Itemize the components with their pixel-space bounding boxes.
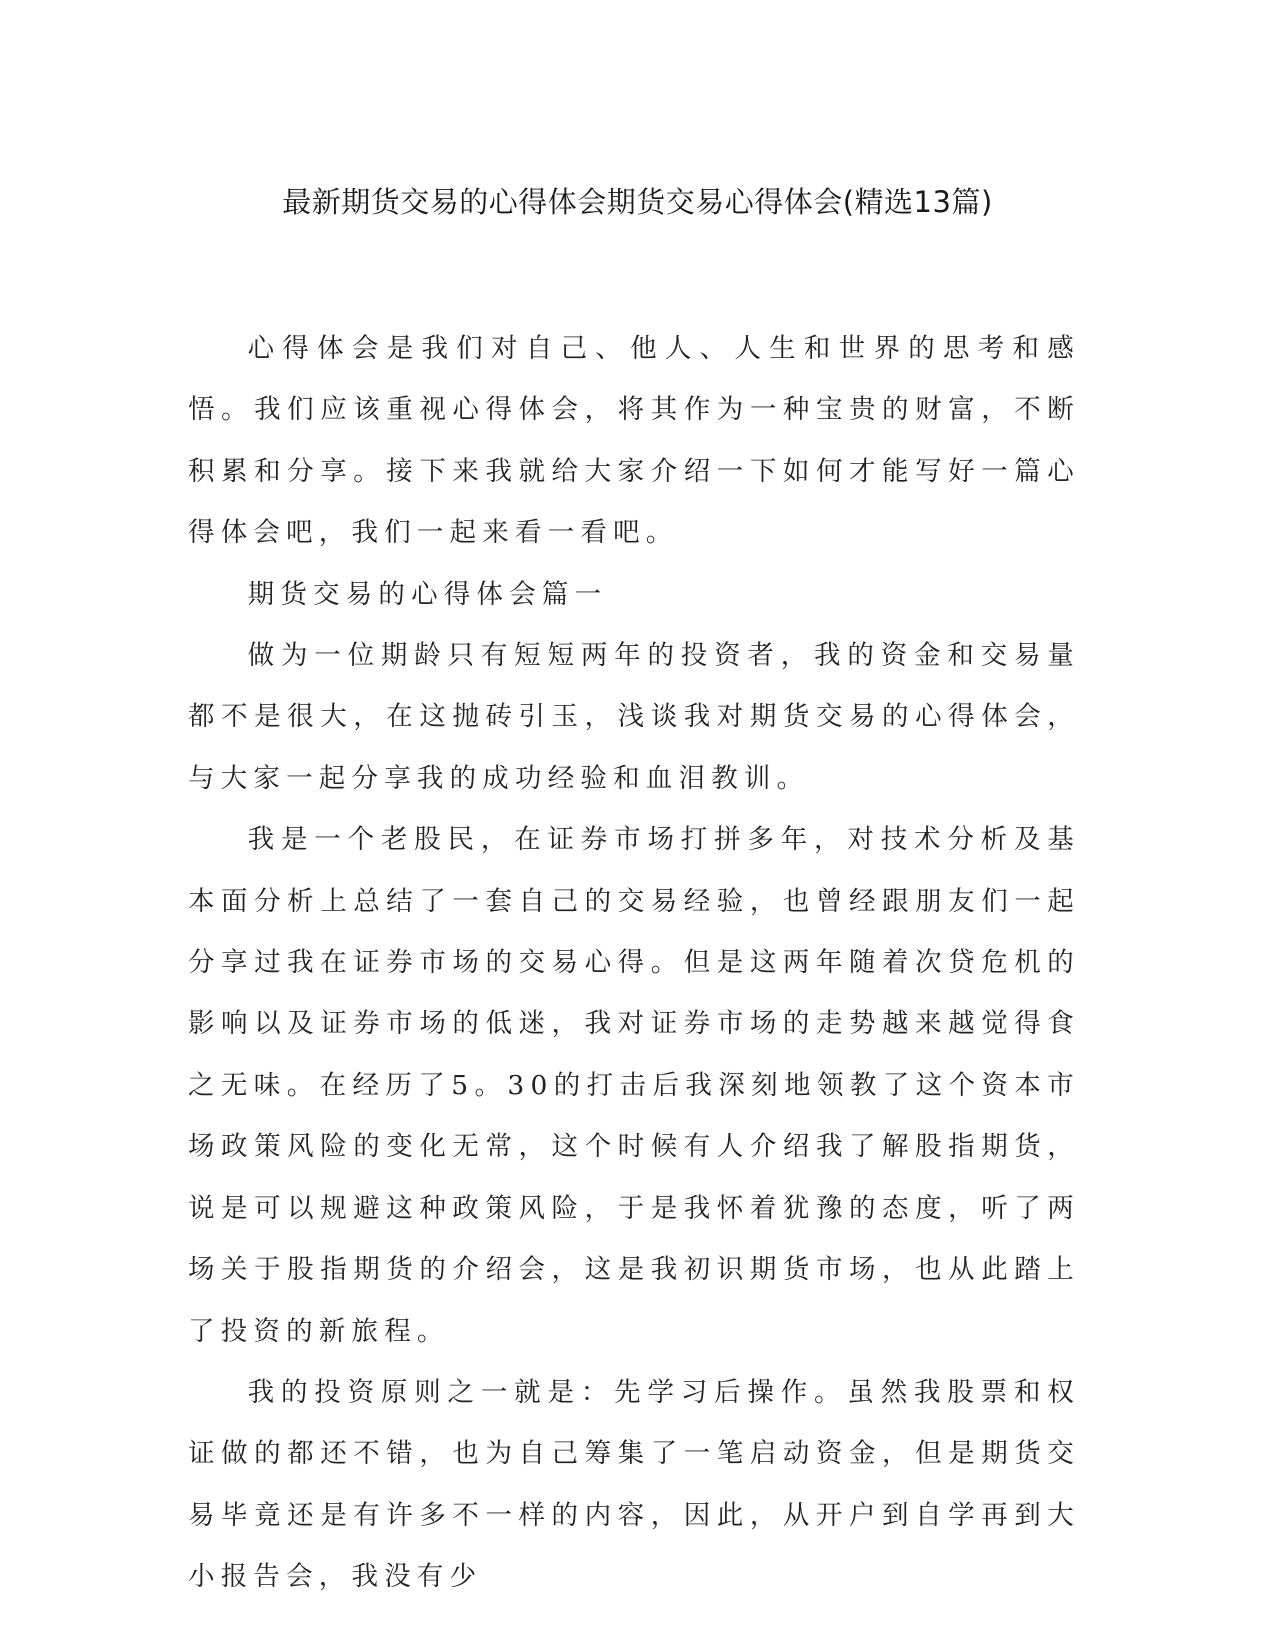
body-paragraph: 做为一位期龄只有短短两年的投资者，我的资金和交易量都不是很大，在这抛砖引玉，浅谈我对期货交易的心得体会，与大家一起分享我的成功经验和血泪教训。 bbox=[188, 640, 1080, 794]
section-heading: 期货交易的心得体会篇一 bbox=[247, 578, 608, 610]
body-paragraph: 我是一个老股民，在证券市场打拼多年，对技术分析及基本面分析上总结了一套自己的交易经验，也曾经跟朋友们一起分享过我在证券市场的交易心得。但是这两年随着次贷危机的影响以及证券市场的低迷，我对证券市场的走势越来越觉得食之无味。在经历了5。30的打击后我深刻地领教了这个资本市场政策风险的变化无常，这个时候有人介绍我了解股指期货，说是可以规避这种政策风险，于是我怀着犹豫的态度，听了两场关于股指期货的介绍会，这是我初识期货市场，也从此踏上了投资的新旅程。 bbox=[188, 824, 1080, 1347]
document-body bbox=[188, 318, 1080, 1608]
body-paragraph: 我的投资原则之一就是：先学习后操作。虽然我股票和权证做的都还不错，也为自己筹集了一笔启动资金，但是期货交易毕竟还是有许多不一样的内容，因此，从开户到自学再到大小报告会，我没有少 bbox=[188, 1376, 1080, 1593]
intro-paragraph: 心得体会是我们对自己、他人、人生和世界的思考和感悟。我们应该重视心得体会，将其作为一种宝贵的财富，不断积累和分享。接下来我就给大家介绍一下如何才能写好一篇心得体会吧，我们一起来看一看吧。 bbox=[188, 333, 1080, 549]
document-title: 最新期货交易的心得体会期货交易心得体会(精选13篇) bbox=[282, 185, 993, 219]
